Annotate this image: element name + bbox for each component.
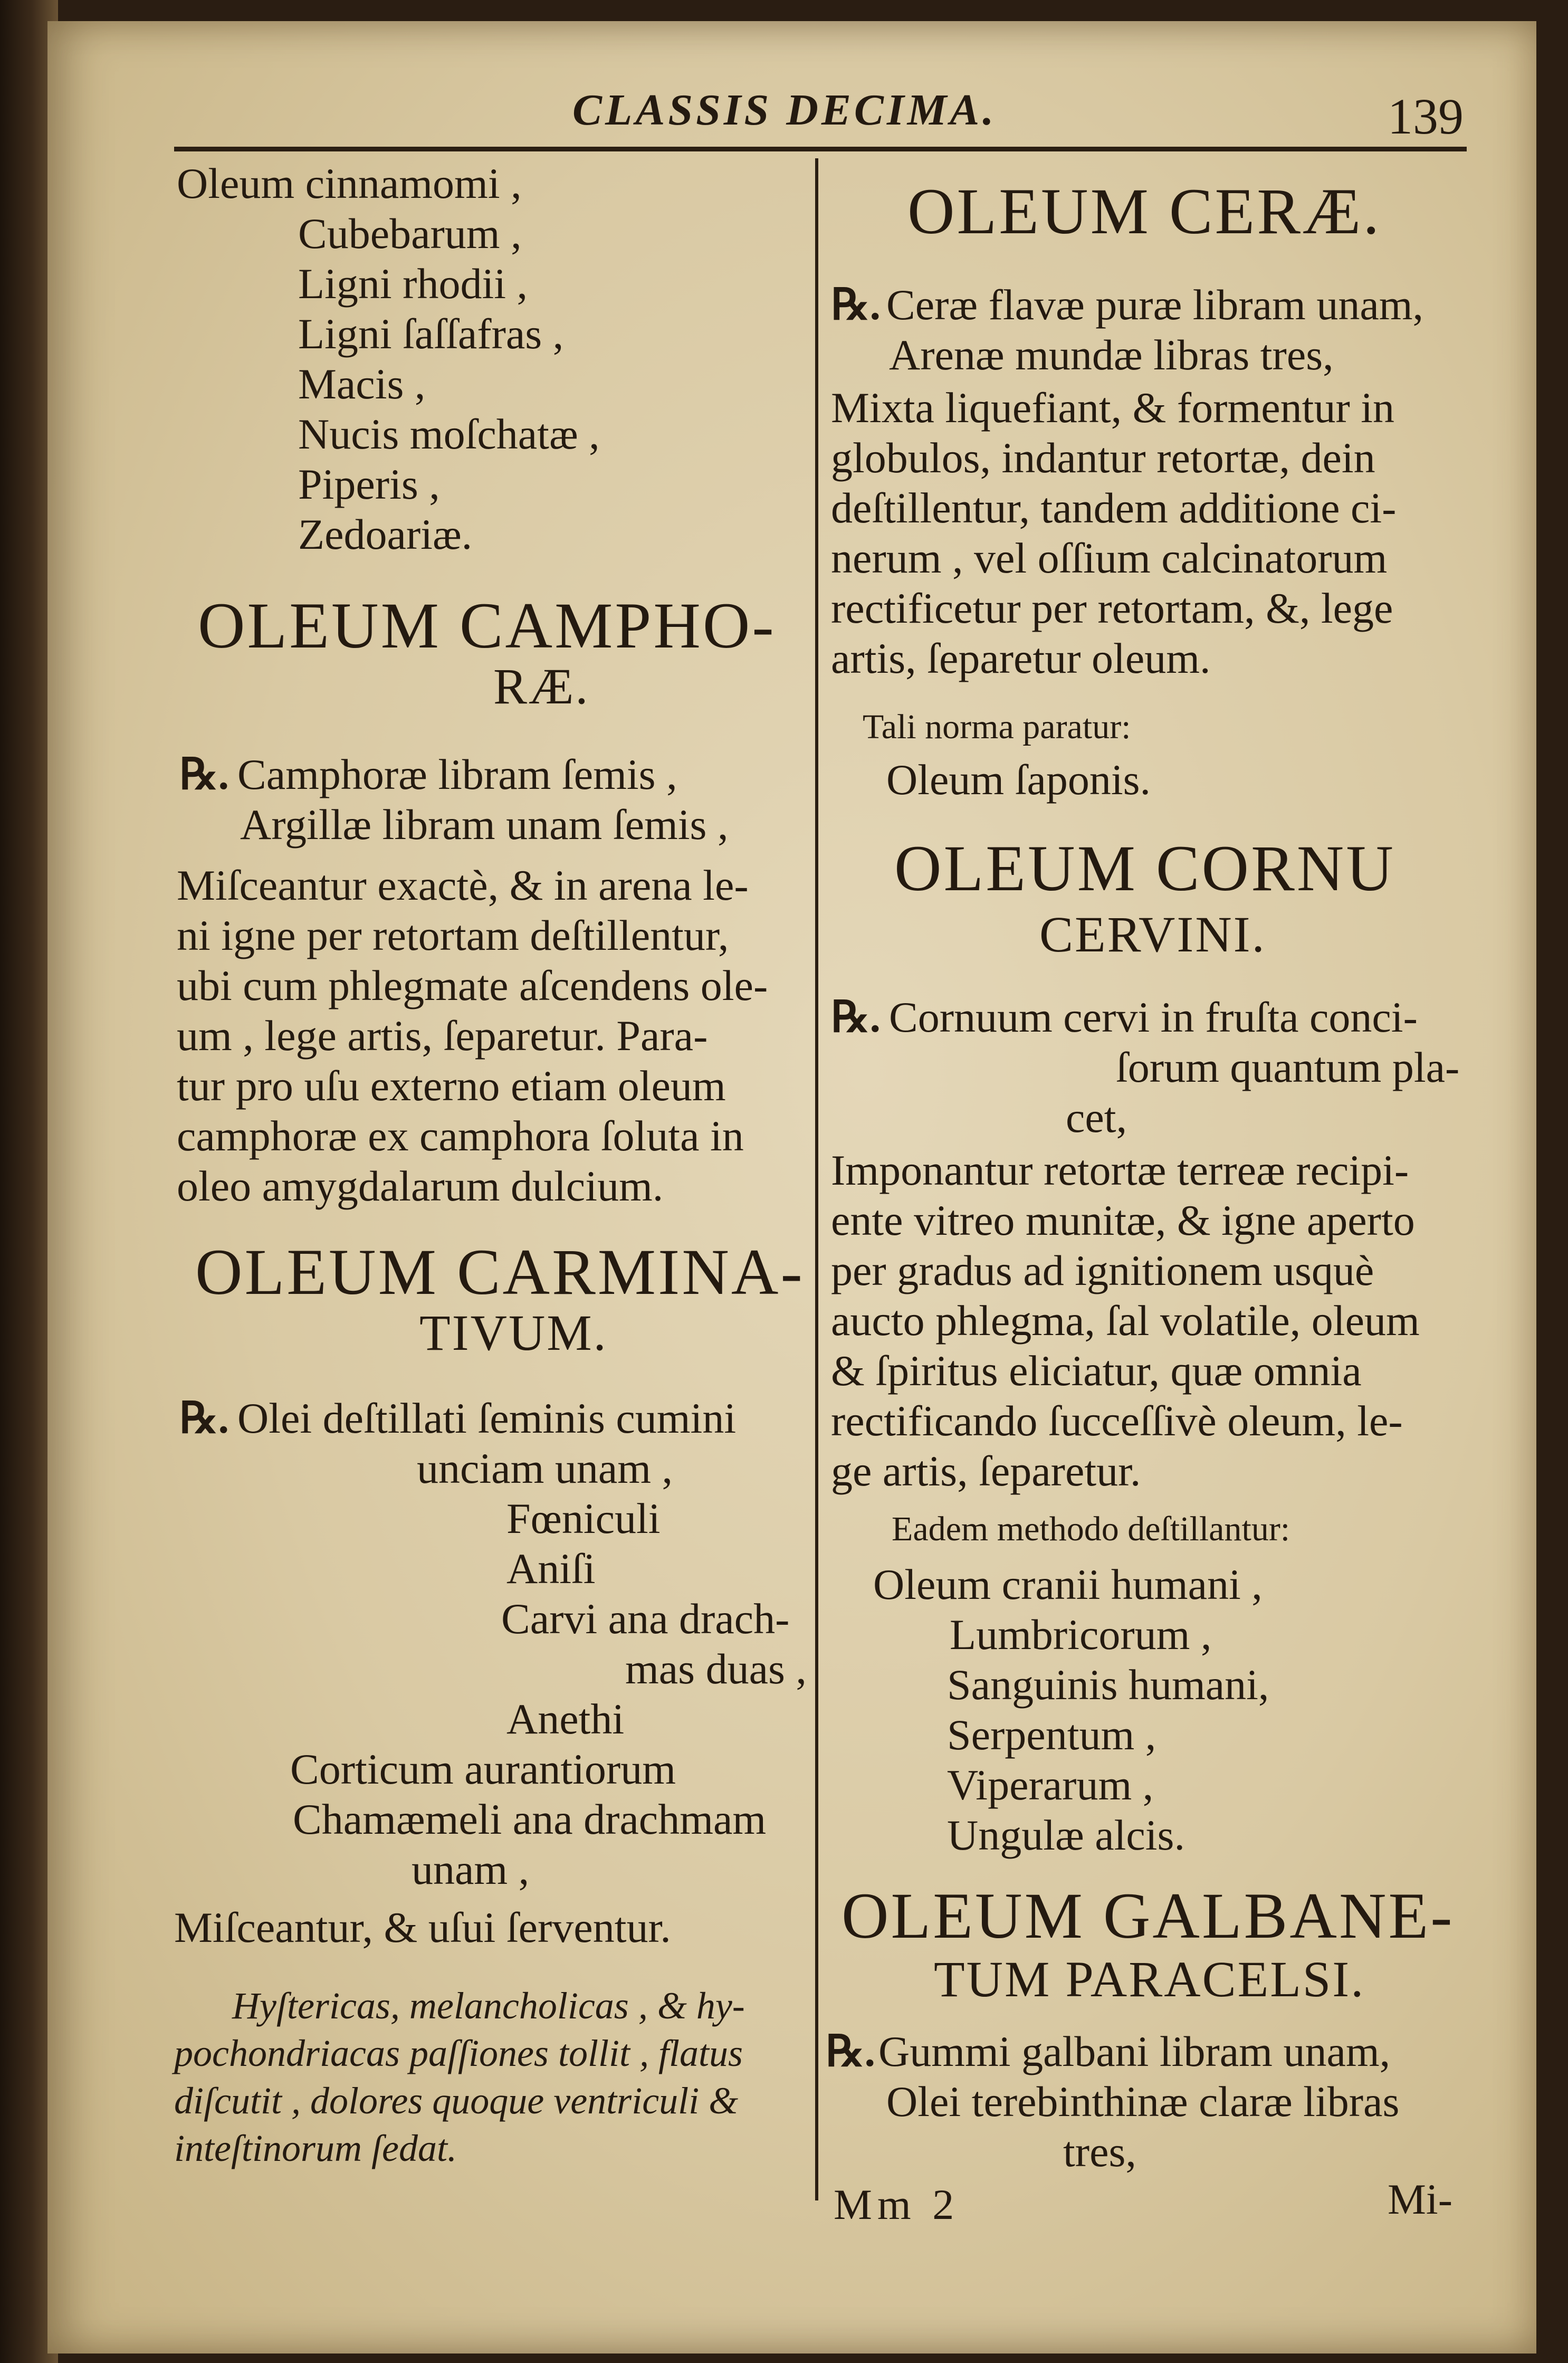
body-line: artis, ſeparetur oleum.: [831, 634, 1211, 682]
ingredient-line: Anethi: [506, 1695, 625, 1743]
running-title: CLASSIS DECIMA.: [572, 85, 997, 135]
ingredient-line: mas duas ,: [625, 1645, 807, 1693]
list-item: Oleum cranii humani ,: [873, 1560, 1263, 1608]
section-title-camphorae-cont: RÆ.: [493, 658, 590, 714]
note-line: Hyſtericas, melancholicas , & hy-: [232, 1985, 745, 2027]
closing-line: Miſceantur, & uſui ſerventur.: [174, 1903, 671, 1951]
list-item: Ungulæ alcis.: [947, 1811, 1185, 1859]
section-title-carminativum-cont: TIVUM.: [419, 1304, 608, 1361]
ingredient-line: unam ,: [412, 1845, 530, 1893]
ingredient-line: Ceræ flavæ puræ libram unam,: [886, 281, 1423, 329]
ingredient-line: Fœniculi: [506, 1494, 661, 1542]
list-item: Sanguinis humani,: [947, 1661, 1269, 1709]
ingredient-line: ſorum quantum pla-: [1116, 1043, 1460, 1091]
catchword: Mi-: [1388, 2175, 1452, 2223]
ingredient-line: Aniſi: [506, 1545, 596, 1593]
intro-line: Piperis ,: [298, 460, 440, 508]
ingredient-line: Cornuum cervi in fruſta conci-: [889, 993, 1418, 1041]
body-line: Mixta liquefiant, & formentur in: [831, 384, 1395, 432]
note-line: inteſtinorum ſedat.: [174, 2127, 457, 2169]
body-line: per gradus ad ignitionem usquè: [831, 1246, 1374, 1294]
ingredient-line: unciam unam ,: [417, 1444, 673, 1492]
body-line: ubi cum phlegmate aſcendens ole-: [177, 961, 768, 1009]
header-rule: [174, 147, 1467, 151]
list-item: Serpentum ,: [947, 1711, 1156, 1759]
ingredient-line: Olei deſtillati ſeminis cumini: [237, 1394, 737, 1442]
body-line: tur pro uſu externo etiam oleum: [177, 1062, 726, 1110]
body-line: deſtillentur, tandem additione ci-: [831, 484, 1397, 532]
note-line: diſcutit , dolores quoque ventriculi &: [174, 2080, 739, 2122]
ingredient-line: Argillæ libram unam ſemis ,: [240, 801, 729, 849]
body-line: nerum , vel oſſium calcinatorum: [831, 534, 1388, 582]
body-line: oleo amygdalarum dulcium.: [177, 1162, 664, 1210]
list-item: Lumbricorum ,: [950, 1611, 1212, 1659]
body-line: & ſpiritus eliciatur, quæ omnia: [831, 1347, 1362, 1395]
section-title-cornu: OLEUM CORNU: [894, 832, 1395, 904]
section-title-carminativum: OLEUM CARMINA-: [195, 1236, 805, 1308]
page-number: 139: [1388, 88, 1464, 145]
saponis-line: Oleum ſaponis.: [886, 756, 1151, 804]
body-line: rectificando ſucceſſivè oleum, le-: [831, 1397, 1403, 1445]
section-title-cerae: OLEUM CERÆ.: [907, 175, 1382, 247]
body-line: aucto phlegma, ſal volatile, oleum: [831, 1297, 1420, 1345]
ingredient-line: Olei terebinthinæ claræ libras: [886, 2078, 1400, 2126]
ingredient-line: Camphoræ libram ſemis ,: [237, 750, 677, 798]
body-line: um , lege artis, ſeparetur. Para-: [177, 1012, 708, 1060]
intro-line: Macis ,: [298, 360, 426, 408]
intro-line: Cubebarum ,: [298, 209, 522, 258]
body-line: rectificetur per retortam, &, lege: [831, 584, 1393, 632]
body-line: ente vitreo munitæ, & igne aperto: [831, 1196, 1415, 1244]
body-line: globulos, indantur retortæ, dein: [831, 434, 1375, 482]
ingredient-line: Arenæ mundæ libras tres,: [889, 331, 1334, 379]
body-line: camphoræ ex camphora ſoluta in: [177, 1112, 744, 1160]
ingredient-line: Carvi ana drach-: [501, 1595, 790, 1643]
list-item: Viperarum ,: [947, 1761, 1154, 1809]
intro-line: Zedoariæ.: [298, 510, 473, 558]
ingredient-line: cet,: [1066, 1093, 1127, 1141]
ingredient-line: tres,: [1063, 2128, 1136, 2176]
methodo-line: Eadem methodo deſtillantur:: [892, 1510, 1290, 1548]
ingredient-line: Gummi galbani libram unam,: [878, 2027, 1391, 2075]
signature-mark: Mm 2: [834, 2180, 960, 2228]
body-line: ni igne per retortam deſtillentur,: [177, 911, 729, 959]
recipe-symbol: ℞.: [179, 1394, 230, 1442]
intro-line: Nucis moſchatæ ,: [298, 410, 600, 458]
ingredient-line: Corticum aurantiorum: [290, 1745, 676, 1793]
column-divider: [815, 158, 818, 2200]
recipe-symbol: ℞.: [826, 2027, 876, 2075]
section-title-galbanetum: OLEUM GALBANE-: [842, 1880, 1455, 1952]
section-title-cornu-cont: CERVINI.: [1039, 906, 1266, 963]
body-line: Miſceantur exactè, & in arena le-: [177, 861, 749, 909]
recipe-symbol: ℞.: [179, 750, 230, 798]
body-line: Imponantur retortæ terreæ recipi-: [831, 1146, 1409, 1194]
recipe-symbol: ℞.: [831, 993, 881, 1041]
section-title-galbanetum-cont: TUM PARACELSI.: [934, 1951, 1365, 2007]
intro-line: Oleum cinnamomi ,: [177, 159, 522, 207]
note-line: pochondriacas paſſiones tollit , flatus: [174, 2032, 743, 2074]
ingredient-line: Chamæmeli ana drachmam: [293, 1795, 767, 1843]
intro-line: Ligni rhodii ,: [298, 260, 528, 308]
norma-line: Tali norma paratur:: [863, 708, 1131, 746]
recipe-symbol: ℞.: [831, 281, 881, 329]
intro-line: Ligni ſaſſafras ,: [298, 310, 564, 358]
body-line: ge artis, ſeparetur.: [831, 1447, 1141, 1495]
section-title-camphorae: OLEUM CAMPHO-: [198, 589, 776, 662]
